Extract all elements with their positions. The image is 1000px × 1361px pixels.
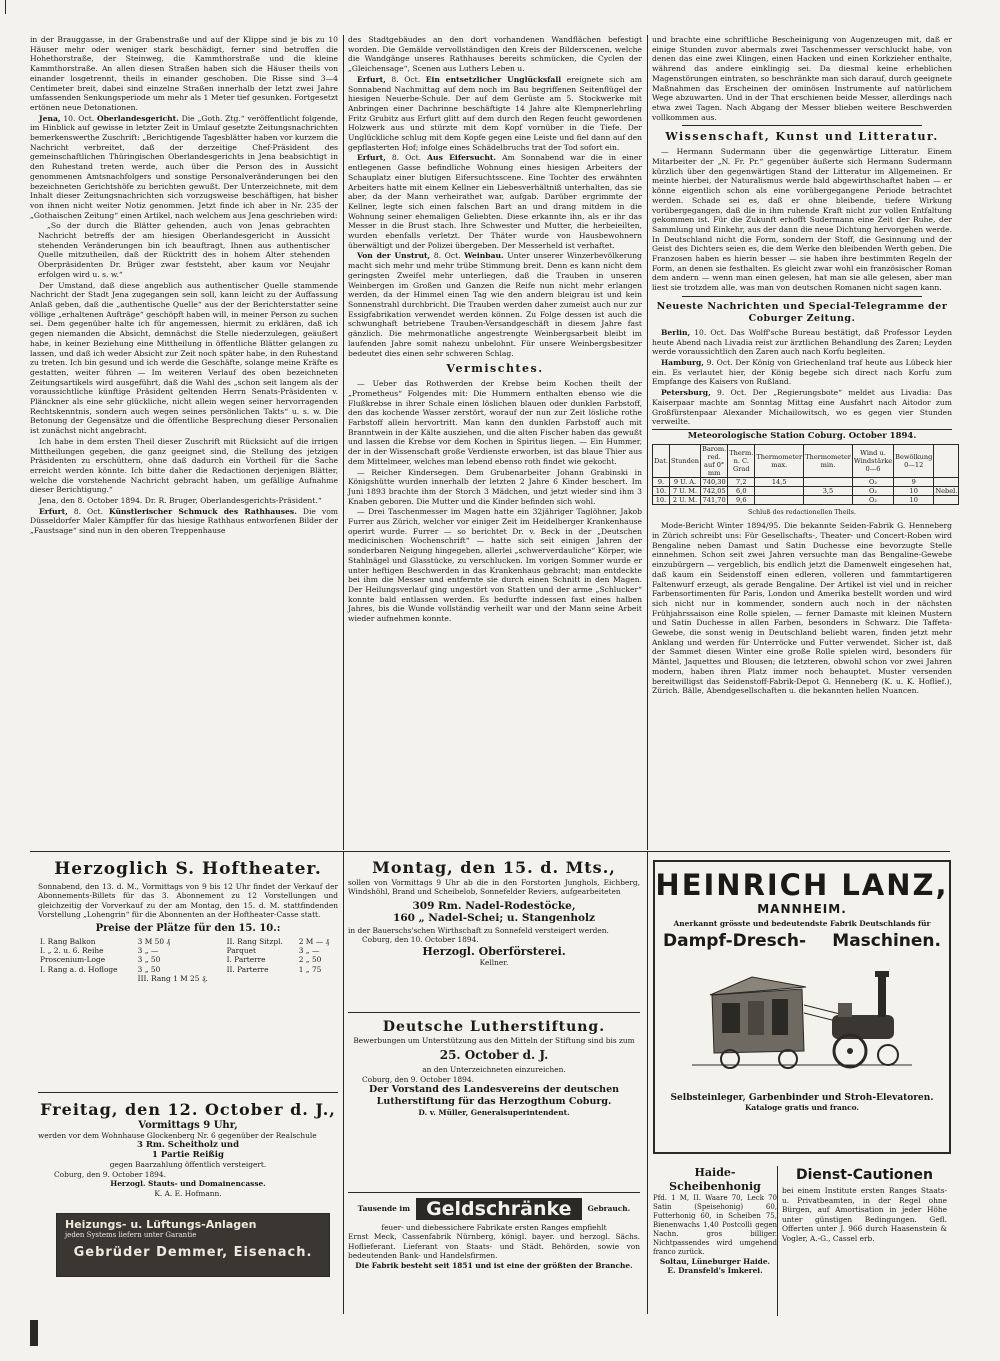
- weather-col-header: Barom. red. auf 0° mm: [702, 444, 727, 477]
- ad-deadline: 25. October d. J.: [439, 1048, 549, 1063]
- weather-table-row: [653, 486, 959, 495]
- article-heading: Künstlerischer Schmuck des Rathhauses.: [109, 506, 297, 516]
- ad-text: bei einem Institute ersten Ranges Staats- u. Privatbeamten, in der Regel ohne Bürgen, auf Amortisation in jeder Höhe unter günstigen Bedingungen. Gefl. Offerten unter J. 966 durch Haasenstein & Vogler, A.-G., Cassel erb.: [782, 1186, 947, 1243]
- column-rule: [647, 35, 648, 850]
- ad-signature: D. v. Müller, Generalsuperintendent.: [418, 1108, 570, 1118]
- article-text: Die vom Düsseldorfer Maler Kämpffer für das hiesige Rathhaus entworfenen Bilder der „Faustsage“ sind nun in den oberen Treppenhause: [30, 506, 338, 536]
- weather-col-header: Thermometer min.: [804, 444, 853, 477]
- weather-cell: 10.: [653, 486, 670, 495]
- divider: [682, 296, 922, 297]
- article-signature: Jena, den 8. October 1894. Dr. R. Bruger, Oberlandesgerichts-Präsident.“: [39, 496, 322, 506]
- dateline-place: Hamburg,: [661, 357, 704, 367]
- dateline-place: Erfurt,: [357, 74, 386, 84]
- weather-cell: 14,5: [755, 477, 804, 486]
- ad-hoftheater: [38, 858, 338, 1086]
- price-cell: II. Parterre: [226, 964, 269, 974]
- ad-subtitle: Preise der Plätze für den 15. 10.:: [95, 922, 281, 934]
- ad-divider: [38, 1092, 338, 1093]
- ad-title: Geldschränke: [416, 1198, 581, 1220]
- article-text: in der Brauggasse, in der Grabenstraße und auf der Klippe sind je bis zu 10 Häuser mehr oder weniger stark beschädigt, ferner sind betroffen die Hohethorstraße, der Steinweg, die Kammthorstraße und die kleine Kammthorstraße. An allen diesen Straßen haben sich die Häuser theils von einander losgetrennt, theils in einander geschoben. Die Risse sind 3—4 Centimeter breit, dabei sind einzelne Straßen innerhalb der letzt zwei Jahre umfassenden Senkungsperiode um mehr als 1 Meter tief gesunken. Fortgesetzt ertönen neue Detonationen.: [30, 35, 338, 112]
- weather-cell: 10.: [653, 495, 670, 504]
- article-text: Der Umstand, daß diese angeblich aus authentischer Quelle stammende Nachricht der Stadt Jena zugegangen sein soll, kann leicht zu der Auffassung Anlaß geben, daß die „authentische Quelle“ aus der der Berichterstatter seine völlige „erhaltenen Aufträge“ geschöpft haben will, in meiner Person zu suchen sei. Dem gegenüber halte ich für angemessen, hiermit zu erklären, daß ich gegen niemanden die Absicht, demnächst die Stelle niederzulegen, geäußert habe, in keiner Beziehung eine Mittheilung in öffentliche Blätter gelangen zu lassen, und daß ich weder Absicht zur Zeit noch später habe, in den Ruhestand zu treten. Ich bin gesund und ich werde die Geschäfte, solange meine Kräfte es gestatten, weiter führen — Im weiteren Verlauf des oben bezeichneten Zeitungsartikels wird ausgeführt, daß die Wahl des „schon seit langem als der voraussichtliche künftige Präsident geltenden Herrn Senats-Präsidenten v. Plänckner als eine sehr glückliche, nicht allein wegen seiner hervorragenden Rechtskenntnis, sondern auch wegen seines persönlichen Takts“ u. s. w. Die Betonung der Gegensätze und die öffentliche Besprechung dieser Personalien ist zunächst nicht angebracht.: [30, 280, 338, 436]
- weather-cell: 9: [894, 477, 934, 486]
- ad-city: MANNHEIM.: [757, 902, 847, 916]
- price-row: [38, 965, 338, 974]
- ad-text: Gebrauch.: [587, 1204, 631, 1214]
- weather-cell: [934, 477, 959, 486]
- dateline-place: Von der Unstrut,: [357, 251, 431, 261]
- weather-cell: 6,0: [728, 486, 755, 495]
- article-quote: „So der durch die Blätter gehenden, auch von Jenas gebrachten Nachricht betreffs der am hiesigen Oberlandesgericht in Aussicht stehenden Veränderungen bin ich beauftragt, Ihnen aus authentischer Quelle mitzutheilen, daß der Rücktritt des in hohem Alter stehenden Oberpräsidenten Dr. Brüger zwar feststeht, aber kaum vor Neujahr erfolgen wird u. s. w.“: [38, 221, 330, 279]
- weather-cell: 7,2: [728, 477, 755, 486]
- ad-text: Sonnabend, den 13. d. M., Vormittags von 9 bis 12 Uhr findet der Verkauf der Abonnements-Billets für das 3. Abonnement zu 12 Vorstellungen und gleichzeitig der Vorverkauf zu der am Montag, den 15. d. M. stattfindenden Vorstellung „Lohengrin“ für die Abonnenten an der Hoftheater-Casse statt.: [38, 882, 338, 920]
- article-text: und brachte eine schriftliche Bescheinigung von Augenzeugen mit, daß er einige Stunden zuvor abermals zwei Taschenmesser verschluckt habe, von denen das eine zwei Klingen, einen Hacken und einen Korkzieher enthalte, während das andere einklingig sei. Da diesmal keine erheblichen Magenstörungen eintraten, so beschränkte man sich darauf, durch geeignete Maßnahmen das Erscheinen der ominösen Instrumente auf natürlichem Wege abzuwarten. Und in der That erschienen beide Messer, allerdings nach etwa zwei Tagen. Nach Abgang der Messer blieben weitere Beschwerden vollkommen aus.: [652, 35, 952, 122]
- article-text: — Drei Taschenmesser im Magen hatte ein 32jähriger Taglöhner, Jakob Furrer aus Zürich, welcher vor einiger Zeit im Heidelberger Krankenhause operirt wurde. Furrer — so berichtet Dr. v. Beck in der „Deutschen medicinischen Wochenschrift“ — hatte sich seit einigen Jahren der sonderbaren Neigung hingegeben, allerlei „schwerverdauliche“ Körper, wie Stahlnägel und Glasstücke, zu verschlucken. Im vorigen Sommer wurde er unter heftigen Beschwerden in das Krankenhaus gebracht; man entdeckte bei ihm die Messer und entfernte sie durch einen Schnitt in den Magen. Der Heilungsverlauf ging ungestört von Statten und der arme „Schlucker“ konnte bald entlassen werden. Es bedurfte indessen fast eines halben Jahres, bis die Wunde vollständig verheilt war und der Mann seine Arbeit wieder aufnehmen konnte.: [348, 507, 642, 624]
- price-cell: I. Rang a. d. Hofloge: [40, 964, 118, 974]
- article-text: 10. Oct. Das Wolff'sche Bureau bestätigt, daß Professor Leyden heute Abend nach Livadia reist zur ärztlichen Behandlung des Zaren; Leyden werde voraussichtlich den Zaren auch nach Korfu begleiten.: [652, 327, 952, 357]
- article-text: 9. Oct. Der „Regierungsbote“ meldet aus Livadia: Das Kaiserpaar machte am Sonntag Mittag eine Ausfahrt nach Aitodor zum Großfürstenpaar Alexander Michailowitsch, wo es gegen vier Stunden verweilte.: [652, 388, 952, 427]
- column-rule: [343, 852, 344, 1314]
- column-2: [348, 35, 642, 849]
- ad-signature: Kellner.: [479, 957, 509, 967]
- article-text: Die „Goth. Ztg.“ veröffentlicht folgende, im Hinblick auf gewisse in letzter Zeit in Umlauf gesetzte Zeitungsnachrichten bemerkenswerthe Zuschrift: „Berichtigende Tagesblätter haben vor kurzem die Nachricht verbreitet, daß der derzeitige Chef-Präsident des gemeinschaftlichen Thüringischen Oberlandesgerichts in Jena beabsichtigt in den Ruhestand treten werde, auch über die Person des in Aussicht genommenen Amtsnachfolgers und sonstige Personalveränderungen bei den bezeichneten Gerichtshöfe zu berichten gewußt. Der Unterzeichnete, mit dem Inhalt dieser Zeitungsnachrichten sich vorzugsweise beschäftigen, hat bisher von ihnen nicht weiter Notiz genommen. Jetzt finde ich aber in Nr. 235 der „Gothaischen Zeitung“ einen Artikel, nach welchem aus Jena geschrieben wird:: [30, 113, 338, 220]
- ad-geldschraenke: [348, 1198, 640, 1316]
- weather-table-header: [653, 444, 959, 477]
- article-heading: Oberlandesgericht.: [96, 113, 179, 123]
- ad-item: 1 Partie Reißig: [152, 1150, 224, 1161]
- dateline-place: Erfurt,: [39, 506, 68, 516]
- price-cell: 3 „ —: [298, 946, 320, 956]
- article-heading: Weinbau.: [464, 251, 504, 261]
- ad-item: 309 Rm. Nadel-Rodestöcke,: [412, 899, 576, 912]
- price-cell: I. Parterre: [226, 955, 266, 965]
- ad-signature: Der Vorstand des Landesvereins der deutschen Lutherstiftung für das Herzogthum Coburg.: [368, 1084, 620, 1108]
- weather-table-row: [653, 495, 959, 504]
- article-text: — Reicher Kindersegen. Dem Grubenarbeiter Johann Grabinski in Königshütte wurden innerhalb der letzten 2 Jahre 6 Kinder beschert. Im Juni 1893 brachte ihm der Storch 3 Mädchen, und jetzt wieder sind ihm 3 Knaben geboren. Die Mutter und die Kinder befinden sich wohl.: [348, 467, 642, 506]
- article-erfurt-jealousy: [348, 153, 642, 250]
- weather-cell: 740,30: [701, 477, 728, 486]
- section-heading-telegramme: Neueste Nachrichten und Special-Telegramme der Coburger Zeitung.: [656, 300, 948, 324]
- ad-date: Coburg, den 10. October 1894.: [362, 935, 479, 945]
- weather-cell: 10: [894, 486, 934, 495]
- ad-text: in der Bauerschs'schen Wirthschaft zu Sonnefeld versteigert werden.: [348, 925, 609, 935]
- ad-subtitle: Vormittags 9 Uhr,: [138, 1120, 238, 1131]
- weather-col-header: Thermometer max.: [755, 444, 804, 477]
- weather-cell: 9 U. A.: [669, 477, 700, 486]
- ad-text: sollen von Vormittags 9 Uhr ab die in den Forstorten Junghols, Eichberg, Windshöhl, Brand und Scheibelob, Sonnefelder Reviers, aufgearbeiteten: [348, 878, 640, 897]
- column-rule: [343, 35, 344, 850]
- dateline-date: 8. Oct.: [391, 153, 422, 163]
- ad-title: Herzoglich S. Hoftheater.: [54, 859, 322, 879]
- article-weinbau: [348, 251, 642, 358]
- ad-title: Dienst-Cautionen: [796, 1167, 933, 1183]
- weather-col-header: [934, 444, 959, 477]
- weather-cell: [755, 495, 804, 504]
- ad-text: Ernst Meck, Cassenfabrik Nürnberg, königl. bayer. und herzogl. Sächs. Hoflieferant. Lieferant von Staats- und Städt. Behörden, sowie von bedeutenden Bank- und Handelsfirmen.: [348, 1232, 640, 1261]
- ad-banner-row: [348, 1198, 640, 1220]
- ad-heating: [56, 1213, 330, 1277]
- dateline-date: 8. Oct.: [391, 74, 421, 84]
- section-heading-vermischtes: Vermischtes.: [446, 362, 544, 376]
- dateline-date: 8. Oct.: [433, 251, 461, 261]
- ad-signature: Herzogl. Oberförsterei.: [422, 944, 566, 958]
- weather-cell: 7 U. M.: [669, 486, 700, 495]
- weather-cell: 741,70: [701, 495, 728, 504]
- ad-item: 160 „ Nadel-Schei; u. Stangenholz: [393, 911, 595, 924]
- ad-text: Soltau, Lüneburger Haide.: [659, 1257, 771, 1266]
- weather-table: [652, 444, 959, 505]
- ad-divider: [348, 1192, 640, 1193]
- section-heading-wissenschaft: Wissenschaft, Kunst und Litteratur.: [665, 130, 939, 144]
- weather-cell: [804, 495, 853, 504]
- price-cell: I. „ 2. u. 6. Reihe: [40, 946, 104, 956]
- weather-cell: O₂: [852, 495, 893, 504]
- edge-mark: [5, 0, 6, 14]
- weather-cell: [755, 486, 804, 495]
- telegram-petersburg: [652, 388, 952, 427]
- weather-col-header: Stunden: [669, 444, 700, 477]
- dateline-place: Petersburg,: [661, 388, 711, 398]
- ad-text: Anerkannt grösste und bedeutendste Fabrik Deutschlands für: [673, 919, 931, 928]
- weather-cell: [804, 477, 853, 486]
- ad-lutherstiftung: [348, 1018, 640, 1188]
- article-text: Unter unserer Winzerbevölkerung macht sich mehr und mehr trübe Stimmung breit. Denn es kann nicht dem geringsten Zweifel mehr unterliegen, daß die Trauben in unseren Weinbergen im Großen und Ganzen die Reife nun nicht mehr erlangen werden, da der Himmel einen Tag wie den andern bleigrau ist und kein Sonnenstrahl durchbricht. Die Trauben werden daher zumeist auch nur zur Essigfabrikation verwendet werden können. Zu Folge dessen ist auch die schwunghaft betriebene Trauben-Versandgeschäft in diesem Jahre fast gänzlich. Die mehrmonatliche angestrengte Weinbergsarbeit bleibt im laufenden Jahre somit nahezu unbelohnt. Für unsere Weinbergsbesitzer bedeutet dies einen sehr schweren Schlag.: [348, 251, 642, 358]
- ad-dienst-cautionen: [782, 1166, 947, 1316]
- weather-cell: O₂: [852, 486, 893, 495]
- price-cell: Proscenium-Loge: [40, 955, 106, 965]
- weather-cell: [934, 495, 959, 504]
- ad-auction-friday: [38, 1100, 338, 1205]
- ad-product: Dampf-Dresch-: [663, 931, 806, 952]
- dateline-date: 10. Oct.: [63, 113, 95, 123]
- article-mode-bericht: Mode-Bericht Winter 1894/95. Die bekannte Seiden-Fabrik G. Henneberg in Zürich schreibt uns: Für Gesellschafts-, Theater- und Concert-Roben wird Bengaline neben Damast und Satin Duchesse eine bevorzugte Stelle einnehmen. Schon seit zwei Jahren versuchte man das Bengaline-Gewebe einzubürgern — vergeblich, bis endlich jetzt die Damenwelt eingesehen hat, daß kaum ein Seidenstoff einen edleren, volleren und fammtartigeren Faltenwurf erzeugt, als gerade Bengaline. Der Artikel ist viel und in reicher Farbensortimenten für Paris, London und Amerika bestellt worden und wird sich nicht nur in kommender, sondern auch noch in der nächsten Frühjahrssaison eine Rolle spielen, — ferner Damaste mit kleinen Mustern und Satin Duchesse in allen Farben, besonders in Schwarz. Die Taffeta-Gewebe, die sonst wenig in Deutschland beliebt waren, finden jetzt mehr Anklang und werden für Unterröcke und Futter verwendet. Sicher ist, daß der Sammet diesen Winter eine große Rolle spielen wird, besonders für Mäntel, Jaquettes und Blousen; die letzteren, obwohl schon vor zwei Jahren modern, haben ihren Platz immer noch behauptet. Muster versenden bereitwilligst das Seidenstoff-Fabrik-Depot G. Henneberg (K. u. K. Hoflief.), Zürich. Bälle, Abendgesellschaften u. die bekannten hellen Nuancen.: [652, 521, 952, 696]
- weather-cell: O₂: [852, 477, 893, 486]
- ad-heidehonig: [653, 1166, 778, 1316]
- weather-col-header: Wind u. Windstärke 0—6: [852, 444, 893, 477]
- threshing-machine-illustration: [692, 955, 912, 1085]
- ad-text: Selbsteinleger, Garbenbinder und Stroh-Elevatoren.: [670, 1093, 934, 1104]
- article-text: des Stadtgebäudes an den dort vorhandenen Wandflächen befestigt worden. Die Gemälde vervollständigen den Kreis der Bilderscenen, welche die Wandgänge unseres Rathhauses bereits schmücken, die Cyclen der „Gleichensage“, Scenen aus Luthers Leben u.: [348, 35, 642, 74]
- ad-signature: Herzogl. Stauts- und Domainencasse.: [110, 1179, 266, 1189]
- ad-text: feuer- und diebessichere Fabrikate ersten Ranges empfiehlt: [381, 1223, 607, 1232]
- ad-title: Freitag, den 12. October d. J.,: [40, 1100, 336, 1119]
- price-cell: 3 „ —: [137, 946, 159, 956]
- telegram-hamburg: [652, 358, 952, 387]
- price-cell: [225, 974, 297, 983]
- dateline-place: Erfurt,: [357, 153, 386, 163]
- article-text: — Ueber das Rothwerden der Krebse beim Kochen theilt der „Prometheus“ Folgendes mit: Die Hummern enthalten ebenso wie die Flußkrebse in ihrer Schale einen löslichen blauen oder dunklen Farbstoff, den das kochende Wasser zerstört, worauf der nun zur Zeit lösliche rothe Farbstoff allein hervortritt. Man kann den dunklen Farbstoff auch mit Branntwein in der Kälte ausziehen, und die alten Fischer haben das gewußt und lassen die Krebse vor dem Kochen in Spiritus liegen. — Ein Hummer, der in der Wissenschaft große Verdienste erworben, ist das blaue Thier aus dem Mittelmeer, welches man lebend ebenso roth findet wie gekocht.: [348, 379, 642, 466]
- weather-col-header: Bewölkung 0—12: [894, 444, 934, 477]
- ad-brand: Gebrüder Demmer, Eisenach.: [73, 1245, 313, 1260]
- ad-heinrich-lanz: [653, 860, 951, 1154]
- price-cell: 2 M — ₰: [298, 936, 330, 946]
- weather-cell: 10: [894, 495, 934, 504]
- ad-date: Coburg, den 9. October 1894.: [54, 1169, 166, 1179]
- ad-text: Tausende im: [357, 1204, 411, 1214]
- ad-text: jeden Systems liefern unter Garantie: [65, 1231, 197, 1239]
- article-text: Am Sonnabend war die in einer entlegenen Gasse befindliche Wohnung eines hiesigen Arbeiters der Schauplatz einer blutigen Eifersuchtsscene. Eine Tochter des erwähnten Arbeiters hatte mit einem Kellner ein Liebesverhältniß unterhalten, das sie aber, da der Mann verheirathet war, aufgab. Darüber ergrimmte der Kellner, legte sich einen falschen Bart an und drang mitdem in die Wohnung seiner ehemaligen Geliebten. Diese erkannte ihn, als er ihr das Messer in die Brust stach. Ihre Schwester und Mutter, die herbeieilten, wurden ebenfalls verletzt. Der Thäter wurde von Hausbewohnern überwältigt und der Polizei übergeben. Der Messerheld ist verhaftet.: [348, 153, 643, 250]
- price-cell: III. Rang 1 M 25 ₰.: [137, 974, 208, 984]
- price-row: [38, 937, 338, 946]
- price-cell: II. Rang Sitzpl.: [226, 936, 283, 946]
- price-table: [38, 937, 338, 984]
- ad-product: Maschinen.: [832, 931, 941, 952]
- article-heading: Aus Eifersucht.: [427, 153, 497, 163]
- weather-cell: 2 U. M.: [669, 495, 700, 504]
- dateline-place: Jena,: [39, 113, 61, 123]
- dateline-place: Berlin,: [661, 327, 691, 337]
- price-cell: 2 „ 50: [298, 955, 322, 965]
- price-cell: 3 „ 50: [137, 964, 161, 974]
- article-text: — Hermann Sudermann über die gegenwärtige Litteratur. Einem Mitarbeiter der „N. Fr. Pr.“ gegenüber äußerte sich Hermann Sudermann kürzlich über den gegenwärtigen Stand der Litteratur im Allgemeinen. Er meinte hierbei, der Naturalismus werde bald abgewirthschaftet haben — er könne eigentlich schon als eine vorübergegangene Periode betrachtet werden. Schade sei es, daß er ohne bleibende, tiefere Wirkung vorübergegangen, daß die in ihm ruhende Kraft nicht zur vollen Entfaltung gekommen ist. Für die Zukunft erhofft Sudermann eine Zeit der Ruhe, der Sammlung und Einkehr, aus der dann die neue Dichtung hervorgehen werde. In Deutschland nicht die Form, sondern der Stoff, die Gesinnung und der Geist des Dichters seien es, die dem Werke den bleibenden Werth geben. Die Franzosen haben es hierin besser — sie haben ihre bestimmten Regeln der Form, an denen sie festhalten. Es gleicht zwar wohl ein französischer Roman dem andern — wenn man einen gelesen, hat man sie alle gelesen, aber man liest sie trotzdem alle, was man von deutschen Romanen nicht sagen kann.: [652, 147, 952, 293]
- ad-title: Haide-Scheibenhonig: [669, 1166, 761, 1193]
- price-cell: [297, 974, 338, 983]
- telegram-berlin: [652, 328, 952, 357]
- dateline-date: 8. Oct.: [73, 506, 103, 516]
- price-cell: I. Rang Balkon: [40, 936, 96, 946]
- ad-text: an den Unterzeichneten einzureichen.: [422, 1065, 566, 1075]
- weather-cell: 3,5: [804, 486, 853, 495]
- article-jena: [30, 114, 338, 221]
- article-heading: Ein entsetzlicher Unglücksfall: [425, 74, 562, 84]
- ad-title: Montag, den 15. d. Mts.,: [372, 858, 616, 877]
- weather-col-header: Dat.: [653, 444, 670, 477]
- ad-item: 3 Rm. Scheitholz und: [136, 1140, 240, 1151]
- weather-cell: 9.: [653, 477, 670, 486]
- ad-product-row: [655, 931, 949, 951]
- ad-text: Die Fabrik besteht seit 1851 und ist eine der größten der Branche.: [355, 1260, 633, 1270]
- ad-text: Bewerbungen um Unterstützung aus den Mitteln der Stiftung sind bis zum: [353, 1036, 635, 1045]
- weather-cell: Nebel.: [935, 486, 958, 495]
- ad-text: werden vor dem Wohnhause Glockenberg Nr. 6 gegenüber der Realschule: [38, 1131, 317, 1140]
- article-erfurt-rathaus: [30, 507, 338, 536]
- price-row: [38, 946, 338, 955]
- column-rule: [647, 852, 648, 1314]
- ad-text: gegen Baarzahlung öffentlich versteigert.: [109, 1160, 267, 1170]
- price-cell: 1 „ 75: [298, 964, 322, 974]
- ad-text: Pfd. 1 M, II. Waare 70, Leck 70 Satin (Speisehonig) 60, Futterhonig 60, in Scheiben 75, Bienenwachs 1,40 Postcolli gegen Nachn. gros billiger. Nichtpassendes wird umgehend franco zurück.: [653, 1194, 777, 1256]
- ad-divider: [348, 1012, 640, 1013]
- weather-cell: 9,6: [728, 495, 755, 504]
- divider: [682, 125, 922, 126]
- ad-text: Kataloge gratis und franco.: [745, 1103, 859, 1113]
- weather-table-row: [653, 477, 959, 486]
- ad-title: HEINRICH LANZ,: [655, 868, 949, 902]
- price-cell: 3 „ 50: [137, 955, 161, 965]
- ad-montag-auction: [348, 858, 640, 1008]
- weather-table-title: Meteorologische Station Coburg. October 1894.: [687, 430, 917, 441]
- divider: [652, 429, 952, 430]
- weather-col-header: Therm. n. C. Grad: [728, 444, 755, 477]
- ads-top-rule: [30, 851, 950, 852]
- column-3: [652, 35, 958, 849]
- editorial-end-note: Schluß des redactionellen Theils.: [748, 507, 856, 516]
- price-cell: 3 M 50 ₰: [137, 936, 171, 946]
- ad-signature: K. A. E. Hofmann.: [154, 1188, 222, 1198]
- article-text: 9. Oct. Der König von Griechenland traf heute aus Lübeck hier ein. Es verlautet hier, der König begebe sich direct nach Korfu zum Empfange des Kaisers von Rußland.: [652, 357, 952, 387]
- ad-date: Coburg, den 9. October 1894.: [362, 1074, 474, 1084]
- edge-mark: [30, 1320, 38, 1346]
- ad-title: Deutsche Lutherstiftung.: [382, 1019, 606, 1035]
- price-row: [38, 974, 338, 983]
- price-row: [38, 955, 338, 964]
- article-erfurt-accident: [348, 75, 642, 153]
- price-cell: Parquet: [226, 946, 256, 956]
- price-cell: [38, 974, 136, 983]
- column-1: [30, 35, 338, 849]
- ad-title: Heizungs- u. Lüftungs-Anlagen: [65, 1218, 257, 1231]
- article-text: ereignete sich am Sonnabend Nachmittag auf dem noch im Bau begriffenen Seitenflügel der hiesigen Neuerbe-Schule. Der auf dem Gerüste am 5. Stockwerke mit Anbringen einer Dachrinne beschäftigte 14 Jahre alte Klempnerlehrling Fritz Grubitz aus Erfurt glitt auf dem durch den Regen feucht gewordenen Holzwerk aus und stürzte mit dem Kopf vornüber in die Tiefe. Der Unglückliche schlug mit dem Kopfe gegen eine Leiste und fiel dann auf den gepflasterten Hof; infolge eines Schädelbruchs trat der Tod sofort ein.: [348, 74, 642, 152]
- weather-cell: 742,05: [701, 486, 728, 495]
- ad-signature: E. Dransfeld's Imkerei.: [667, 1266, 763, 1276]
- article-text: Ich habe in dem ersten Theil dieser Zuschrift mit Rücksicht auf die irrigen Mittheilungen gegeben, die ganz geeignet sind, die Stellung des jetzigen Präsidenten zu erschüttern, ohne daß dadurch ein Vortheil für die Sache erreicht werden könnte. Ich bitte daher die Redactionen derjenigen Blätter, welche die vorstehende Nachricht gebracht haben, um gefällige Aufnahme dieser Berichtigung.“: [30, 436, 338, 495]
